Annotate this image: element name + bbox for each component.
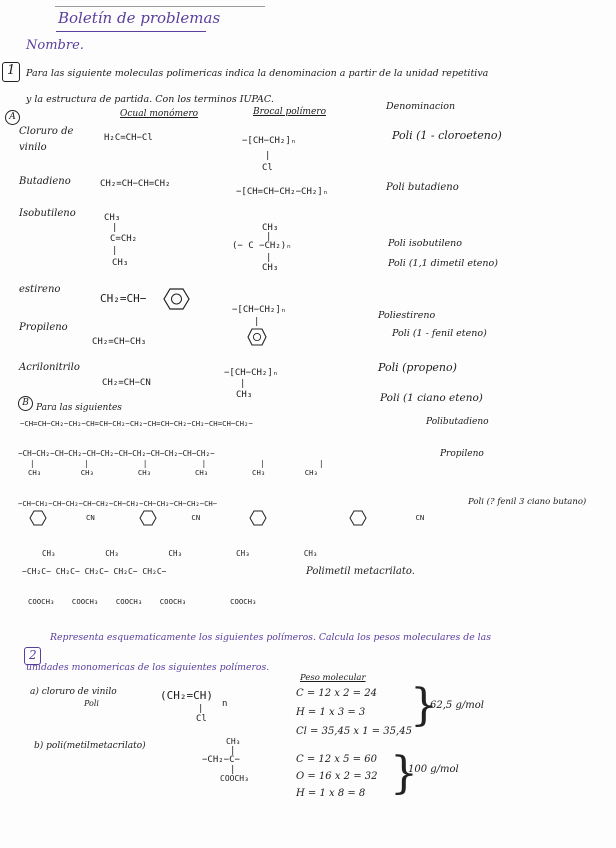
chain-2-bonds: | | | | | | [30, 459, 324, 468]
bond-line: | [240, 379, 246, 389]
q2-number: 2 [29, 648, 37, 662]
q2-b-calc-line: H = 1 x 8 = 8 [296, 788, 366, 799]
q2-a-calc-line: Cl = 35,45 x 1 = 35,45 [296, 726, 412, 737]
name-label: Nombre. [26, 38, 84, 53]
chain-3-name: Poli (? fenil 3 ciano butano) [468, 497, 587, 507]
chain-1-name: Polibutadieno [426, 417, 489, 427]
chain-1: −CH=CH−CH₂−CH₂−CH=CH−CH₂−CH₂−CH=CH−CH₂−CH₂−CH=CH−CH₂− [20, 419, 253, 428]
row-name: estireno [19, 284, 61, 295]
q2-b-formula: −CH₂−C− [202, 755, 240, 765]
row-polymer-sub: Cl [262, 163, 273, 173]
benzene-ring-icon [164, 288, 190, 310]
q2-a-n: n [222, 699, 228, 709]
row-name: Cloruro de [19, 126, 74, 137]
part-a-marker: A [5, 110, 20, 125]
q2-a-calc-line: H = 1 x 3 = 3 [296, 707, 366, 718]
bond-line: | [266, 253, 272, 263]
row-iupac-line2: Poli (1,1 dimetil eteno) [388, 258, 498, 269]
right-brace: } [410, 680, 438, 731]
row-iupac: Poli (1 - cloroeteno) [392, 129, 502, 142]
q2-b-calc-line: C = 12 x 5 = 60 [296, 754, 377, 765]
q2-a-label: a) cloruro de vinilo [30, 687, 117, 697]
row-name-line2: vinilo [19, 142, 47, 153]
col-monomer: Ocual monómero [120, 109, 199, 119]
q2-b-top: CH₃ [226, 737, 241, 746]
q2-a-formula: (CH₂=CH) [160, 689, 213, 702]
q2-b-label: b) poli(metilmetacrilato) [34, 741, 146, 751]
q2-b-total: 100 g/mol [408, 764, 459, 775]
row-iupac: Poliestireno [378, 310, 436, 321]
q2-a-formula-sub: Cl [196, 714, 207, 724]
row-monomer: H₂C=CH−Cl [104, 133, 153, 143]
page-title: Boletín de problemas [58, 9, 221, 27]
title-underline [56, 31, 206, 32]
row-name: Isobutileno [19, 208, 76, 219]
col-polymer: Brocal polímero [253, 107, 326, 117]
row-name: Acrilonitrilo [19, 362, 80, 373]
col-name: Denominacion [386, 101, 456, 112]
q2-b-calc-line: O = 16 x 2 = 32 [296, 771, 378, 782]
bond-line: | [266, 232, 272, 242]
q2-text-line2: unidades monomericas de los siguientes polímeros. [26, 662, 270, 673]
row-iupac: Poli (1 ciano eteno) [380, 392, 483, 404]
right-brace: } [390, 748, 418, 799]
row-monomer: CH₂=CH−CH=CH₂ [100, 179, 171, 189]
row-polymer: (− C −CH₂)ₙ [232, 241, 292, 251]
bond-line: | [112, 223, 118, 233]
chain-2: −CH−CH₂−CH−CH₂−CH−CH₂−CH−CH₂−CH−CH₂−CH−CH₂− [18, 449, 215, 458]
chain-4: −CH₂C− CH₂C− CH₂C− CH₂C− CH₂C− [22, 567, 167, 576]
row-monomer: CH₂=CH−CH₃ [92, 337, 147, 347]
q2-b-bottom: COOCH₃ [220, 774, 249, 783]
chain-3-subs: CN CN CN [86, 513, 425, 522]
monomer-bottom-group: CH₃ [112, 258, 129, 268]
row-polymer: −[CH−CH₂]ₙ [232, 305, 287, 315]
polymer-bottom-group: CH₃ [262, 263, 279, 273]
q2-text-line1: Representa esquematicamente los siguientes polímeros. Calcula los pesos moleculares de las [50, 632, 491, 643]
part-b-intro: Para las siguientes [36, 403, 122, 413]
row-monomer: CH₂=CH−CN [102, 378, 151, 388]
chain-3: −CH−CH₂−CH−CH₂−CH−CH₂−CH−CH₂−CH−CH₂−CH−CH₂−CH− [18, 499, 218, 508]
chain-2-name: Propileno [440, 449, 484, 459]
bond-line: | [198, 704, 204, 714]
col-weight: Peso molecular [300, 673, 366, 683]
chain-2-subs: CH₃ CH₃ CH₃ CH₃ CH₃ CH₃ [28, 468, 318, 477]
chain-4-top: CH₃ CH₃ CH₃ CH₃ CH₃ [42, 549, 318, 558]
part-b-marker: B [18, 396, 33, 411]
benzene-ring-icon [248, 328, 266, 346]
bond-line: | [254, 317, 260, 327]
bond-line: | [230, 765, 236, 775]
row-name: Butadieno [19, 176, 71, 187]
row-polymer: −[CH=CH−CH₂−CH₂]ₙ [236, 187, 329, 197]
monomer-top-group: CH₃ [104, 213, 121, 223]
row-iupac: Poli isobutileno [388, 238, 463, 249]
row-polymer-sub: CH₃ [236, 390, 253, 400]
bond-line: | [265, 151, 271, 161]
row-name: Propileno [19, 322, 68, 333]
q1-text-line1: Para las siguiente moleculas polimericas indica la denominacion a partir de la unidad repetitiva [26, 68, 489, 79]
row-iupac-line2: Poli (1 - fenil eteno) [392, 328, 487, 339]
chain-4-name: Polimetil metacrilato. [306, 566, 415, 577]
q2-a-sub: Poli [84, 699, 99, 708]
bond-line: | [230, 746, 236, 756]
row-iupac: Poli (propeno) [378, 361, 457, 374]
q1-number: 1 [7, 63, 16, 78]
row-polymer: −[CH−CH₂]ₙ [242, 136, 297, 146]
row-polymer: −[CH−CH₂]ₙ [224, 368, 279, 378]
row-iupac: Poli butadieno [386, 182, 459, 193]
q2-a-calc-line: C = 12 x 2 = 24 [296, 688, 377, 699]
row-monomer: CH₂=CH− [100, 292, 147, 305]
polymer-top-group: CH₃ [262, 223, 279, 233]
bond-line: | [112, 246, 118, 256]
q2-a-total: 62,5 g/mol [430, 700, 484, 711]
chain-4-subs: COOCH₃ COOCH₃ COOCH₃ COOCH₃ COOCH₃ [28, 597, 257, 606]
monomer-main: C=CH₂ [110, 234, 138, 244]
top-rule [55, 6, 265, 7]
q1-text-line2: y la estructura de partida. Con los terminos IUPAC. [26, 94, 274, 105]
